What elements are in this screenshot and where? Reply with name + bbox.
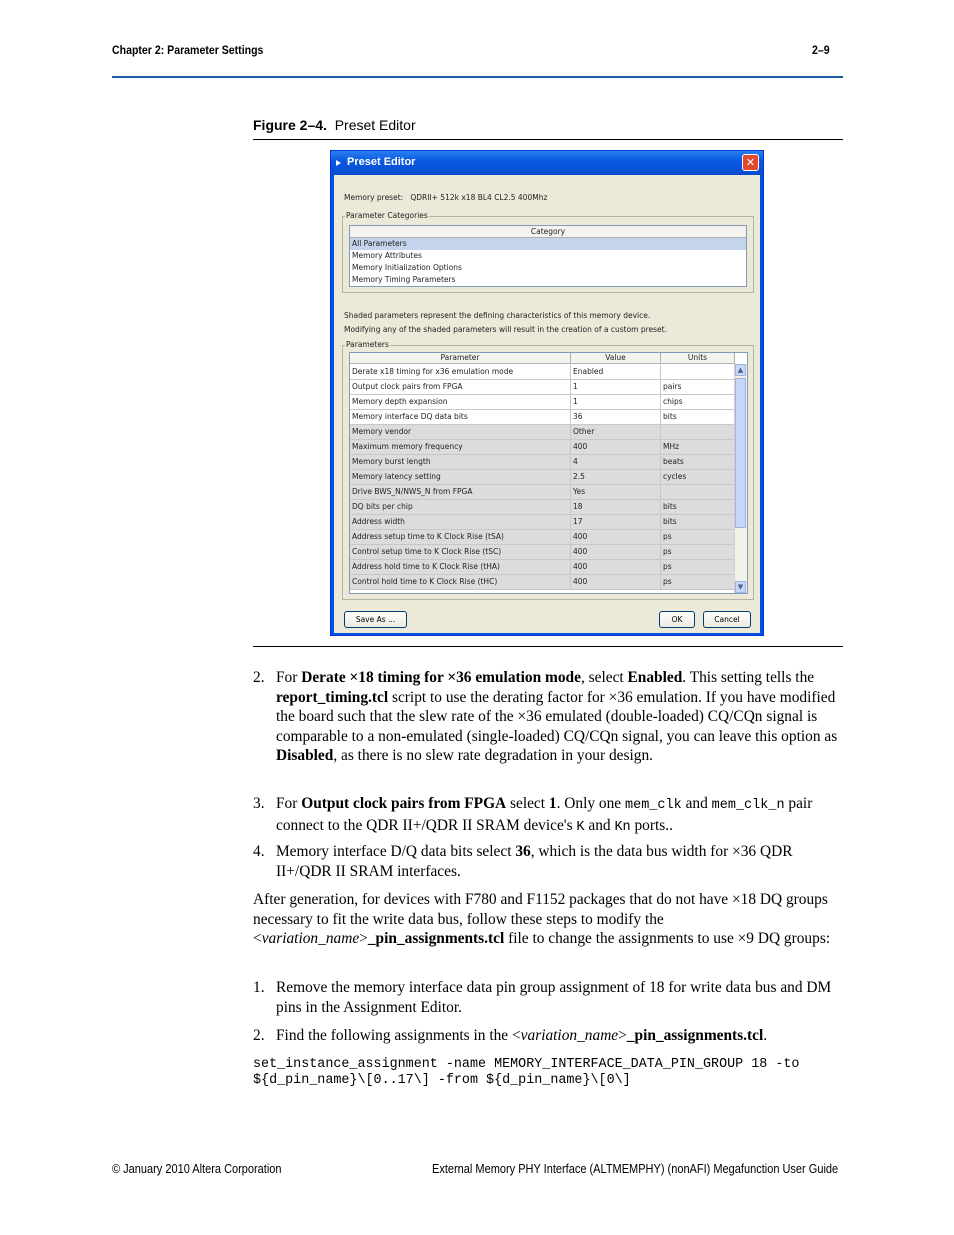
figure-rule-bottom: [253, 646, 843, 647]
units-cell: pairs: [661, 380, 735, 394]
categories-list[interactable]: [349, 225, 747, 287]
parameter-cell: Address setup time to K Clock Rise (tSA): [350, 530, 571, 544]
step-b1-number: 1.: [253, 979, 265, 996]
code-line-2: ${d_pin_name}\[0..17\] -from ${d_pin_name}\[0\]: [253, 1073, 631, 1088]
category-memory-attributes[interactable]: Memory Attributes: [352, 251, 422, 260]
memory-preset-value: QDRII+ 512k x18 BL4 CL2.5 400Mhz: [410, 193, 548, 202]
footer-guide-title: External Memory PHY Interface (ALTMEMPHY) (nonAFI) Megafunction User Guide: [432, 1162, 839, 1176]
parameters-table: [349, 352, 748, 594]
close-icon[interactable]: ✕: [742, 154, 759, 171]
parameter-cell: DQ bits per chip: [350, 500, 571, 514]
value-cell[interactable]: Enabled: [571, 365, 661, 379]
table-row[interactable]: [350, 425, 735, 440]
parameter-cell: Address hold time to K Clock Rise (tHA): [350, 560, 571, 574]
cancel-button[interactable]: Cancel: [703, 611, 751, 628]
units-cell: cycles: [661, 470, 735, 484]
value-cell[interactable]: 400: [571, 560, 661, 574]
shaded-note-1: Shaded parameters represent the defining characteristics of this memory device.: [344, 311, 651, 320]
units-cell: beats: [661, 455, 735, 469]
units-cell: ps: [661, 545, 735, 559]
running-header-chapter: Chapter 2: Parameter Settings: [112, 43, 264, 57]
step-2-number: 2.: [253, 669, 265, 686]
table-row[interactable]: [350, 530, 735, 545]
figure-title: Preset Editor: [334, 117, 416, 133]
units-cell: ps: [661, 575, 735, 589]
step-b2-number: 2.: [253, 1027, 265, 1044]
header-rule: [112, 76, 843, 78]
category-all-parameters[interactable]: All Parameters: [350, 238, 746, 250]
units-cell: [661, 425, 735, 439]
table-row[interactable]: [350, 455, 735, 470]
parameter-cell: Derate x18 timing for x36 emulation mode: [350, 365, 571, 379]
step-3-text: For Output clock pairs from FPGA select 1. Only one mem_clk and mem_clk_n pair connect to the QDR II+/QDR II SRAM device's K and Kn ports..: [276, 795, 813, 835]
step-b1-text: Remove the memory interface data pin group assignment of 18 for write data bus and DM pins in the Assignment Editor.: [276, 979, 832, 1016]
step-3-number: 3.: [253, 795, 265, 812]
table-row[interactable]: [350, 560, 735, 575]
parameter-cell: Memory vendor: [350, 425, 571, 439]
step-b2-text: Find the following assignments in the <variation_name>_pin_assignments.tcl.: [276, 1027, 768, 1044]
parameter-cell: Memory latency setting: [350, 470, 571, 484]
parameters-scrollbar[interactable]: [734, 364, 747, 593]
units-cell: [661, 485, 735, 499]
parameter-cell: Output clock pairs from FPGA: [350, 380, 571, 394]
parameter-cell: Memory depth expansion: [350, 395, 571, 409]
units-cell: MHz: [661, 440, 735, 454]
code-line-1: set_instance_assignment -name MEMORY_INTERFACE_DATA_PIN_GROUP 18 -to: [253, 1057, 800, 1072]
after-generation-paragraph: After generation, for devices with F780 and F1152 packages that do not have ×18 DQ groups necessary to fit the write data bus, follow these steps to modify the <variation_name>_pin_assignments.tcl file to change the assignments to use ×9 DQ groups:: [253, 891, 831, 948]
categories-header: Category: [350, 226, 746, 238]
value-cell[interactable]: Yes: [571, 485, 661, 499]
dialog-client: [334, 175, 760, 633]
units-cell: bits: [661, 500, 735, 514]
scroll-up-icon[interactable]: ▲: [735, 364, 746, 376]
value-cell[interactable]: 17: [571, 515, 661, 529]
table-row[interactable]: [350, 380, 735, 395]
units-cell: bits: [661, 410, 735, 424]
table-row[interactable]: [350, 395, 735, 410]
memory-preset-label: Memory preset:: [344, 193, 404, 202]
parameters-group-label: Parameters: [346, 340, 389, 349]
table-row[interactable]: [350, 515, 735, 530]
parameter-cell: Maximum memory frequency: [350, 440, 571, 454]
step-2-text: For Derate ×18 timing for ×36 emulation mode, select Enabled. This setting tells the report_timing.tcl script to use the derating factor for ×36 emulation. If you have modified the board such that the slew rate of the ×36 emulated (double-loaded) CQ/CQn signal is comparable to a non-emulated (single-loaded) CQ/CQn signal, you can leave this option as Disabled, as there is no slew rate degradation in your design.: [276, 669, 838, 765]
table-row[interactable]: [350, 410, 735, 425]
column-header-parameter[interactable]: Parameter: [350, 353, 571, 364]
units-cell: [661, 365, 735, 379]
value-cell[interactable]: 400: [571, 530, 661, 544]
dialog-titlebar[interactable]: [331, 151, 763, 175]
dialog-menu-icon[interactable]: [336, 160, 341, 166]
memory-preset-row: [344, 193, 547, 202]
value-cell[interactable]: 36: [571, 410, 661, 424]
value-cell[interactable]: 400: [571, 440, 661, 454]
parameter-cell: Address width: [350, 515, 571, 529]
footer-copyright: © January 2010 Altera Corporation: [112, 1162, 282, 1176]
column-header-value[interactable]: Value: [571, 353, 661, 364]
units-cell: ps: [661, 560, 735, 574]
parameter-cell: Memory interface DQ data bits: [350, 410, 571, 424]
units-cell: bits: [661, 515, 735, 529]
value-cell[interactable]: 1: [571, 395, 661, 409]
value-cell[interactable]: 400: [571, 545, 661, 559]
table-row[interactable]: [350, 575, 735, 590]
step-4-text: Memory interface D/Q data bits select 36, which is the data bus width for ×36 QDR II+/QDR II SRAM interfaces.: [276, 843, 793, 880]
dialog-title: Preset Editor: [347, 156, 416, 168]
save-as-button[interactable]: Save As ...: [344, 611, 407, 628]
table-row[interactable]: [350, 545, 735, 560]
parameter-cell: Control hold time to K Clock Rise (tHC): [350, 575, 571, 589]
shaded-note-2: Modifying any of the shaded parameters will result in the creation of a custom preset.: [344, 325, 667, 334]
units-cell: chips: [661, 395, 735, 409]
value-cell[interactable]: 1: [571, 380, 661, 394]
value-cell[interactable]: Other: [571, 425, 661, 439]
ok-button[interactable]: OK: [659, 611, 695, 628]
running-header-page: 2–9: [812, 43, 830, 57]
category-memory-initialization-options[interactable]: Memory Initialization Options: [352, 263, 462, 272]
column-header-units[interactable]: Units: [661, 353, 735, 364]
table-row[interactable]: [350, 470, 735, 485]
units-cell: ps: [661, 530, 735, 544]
table-row[interactable]: [350, 485, 735, 500]
value-cell[interactable]: 2.5: [571, 470, 661, 484]
step-4-number: 4.: [253, 843, 265, 860]
figure-rule-top: [253, 139, 843, 140]
category-memory-timing-parameters[interactable]: Memory Timing Parameters: [352, 275, 456, 284]
value-cell[interactable]: 4: [571, 455, 661, 469]
parameter-cell: Drive BWS_N/NWS_N from FPGA: [350, 485, 571, 499]
scroll-down-icon[interactable]: ▼: [735, 581, 746, 593]
scroll-thumb[interactable]: [735, 378, 746, 528]
table-row[interactable]: [350, 365, 735, 380]
figure-caption: [253, 117, 416, 133]
table-row[interactable]: [350, 440, 735, 455]
value-cell[interactable]: 400: [571, 575, 661, 589]
value-cell[interactable]: 18: [571, 500, 661, 514]
table-row[interactable]: [350, 500, 735, 515]
figure-label: Figure 2–4.: [253, 117, 327, 133]
preset-editor-dialog: [330, 150, 764, 636]
categories-group-label: Parameter Categories: [346, 211, 428, 220]
parameter-cell: Memory burst length: [350, 455, 571, 469]
parameter-cell: Control setup time to K Clock Rise (tSC): [350, 545, 571, 559]
